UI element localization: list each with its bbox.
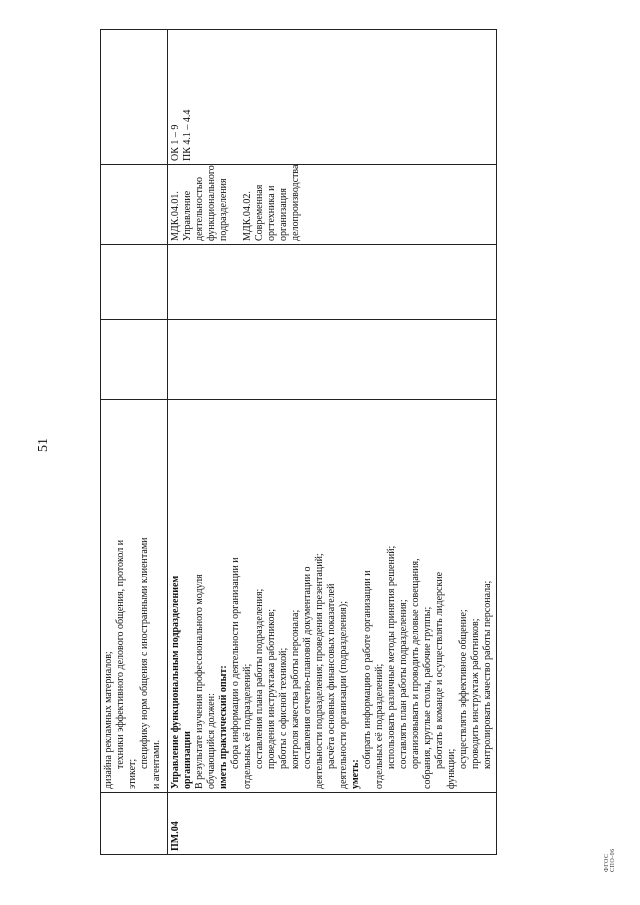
mdk-04-01: МДК.04.01. Управление деятельностью функционального подразделения: [170, 165, 229, 241]
competency-table: [100, 29, 497, 855]
text-line: осуществлять эффективное общение;: [458, 609, 469, 769]
footer-standard-mark: ФГОС СПО-06: [604, 848, 616, 872]
text-line: отдельных её подразделений;: [242, 663, 253, 789]
pk-codes: ПК 4.1 – 4.4: [182, 109, 193, 161]
text-line: контролировать качество работы персонала;: [482, 580, 493, 769]
page-number: 51: [36, 438, 51, 452]
text-line: организовывать и проводить деловые совещания,: [410, 558, 421, 769]
text-line: дизайна рекламных материалов;: [103, 651, 114, 789]
text-line: проведения инструктажа работников;: [266, 609, 277, 769]
text-line: составлять план работы подразделения;: [398, 599, 409, 769]
empty-cell: [101, 245, 168, 320]
text-line: деятельности организации (подразделения);: [338, 601, 349, 789]
ok-codes: ОК 1 – 9: [170, 124, 181, 161]
text-line: организации: [182, 731, 193, 789]
text-line: сбора информации о деятельности организации и: [230, 557, 241, 769]
requirements-text: [103, 403, 163, 789]
text-line: и агентами.: [151, 739, 162, 789]
text-line: собирать информацию о работе организации и: [362, 570, 373, 769]
text-line: контроля качества работы персонала;: [290, 609, 301, 769]
competencies-cell: [168, 30, 497, 165]
text-line: расчёта основных финансовых показателей: [326, 583, 337, 769]
text-line: деятельности подразделения; проведения презентаций;: [314, 553, 325, 789]
text-line: составления отчетно-плановой документации о: [302, 566, 313, 769]
text-line: собрания, круглые столы, рабочие группы;: [422, 606, 433, 789]
requirements-cell: [168, 400, 497, 793]
empty-cell: [101, 165, 168, 245]
empty-cell: [168, 245, 497, 320]
rotated-table-container: [100, 30, 600, 855]
text-line: составления плана работы подразделения;: [254, 588, 265, 769]
requirements-cell: [101, 400, 168, 793]
text-line: специфику норм общения с иностранными клиентами: [139, 537, 150, 769]
text-line: проводить инструктаж работников;: [470, 618, 481, 769]
text-line: В результате изучения профессионального модуля: [194, 574, 205, 789]
mdk-cell: [168, 165, 497, 245]
empty-cell: [101, 320, 168, 400]
text-line: этикет;: [127, 758, 138, 789]
text-line: иметь практический опыт:: [218, 665, 229, 789]
text-line: обучающийся должен:: [206, 693, 217, 789]
text-line: использовать различные методы принятия решений;: [386, 545, 397, 769]
text-line: функции;: [446, 748, 457, 789]
text-line: уметь:: [350, 759, 361, 789]
table-row: [101, 30, 168, 855]
module-code-cell: [101, 793, 168, 855]
empty-cell: [101, 30, 168, 165]
text-line: техники эффективного делового общения, протокол и: [115, 539, 126, 769]
text-line: работы с офисной техникой;: [278, 647, 289, 769]
text-line: работать в команде и осуществлять лидерские: [434, 571, 445, 769]
mdk-04-02: МДК.04.02. Современная оргтехника и организация делопроизводства: [242, 164, 301, 241]
text-line: отдельных её подразделений;: [374, 663, 385, 789]
text-line: Управление функциональным подразделением: [170, 575, 181, 789]
module-code: ПМ.04: [168, 793, 497, 855]
empty-cell: [168, 320, 497, 400]
requirements-text: [170, 403, 494, 789]
table-row: [168, 30, 497, 855]
